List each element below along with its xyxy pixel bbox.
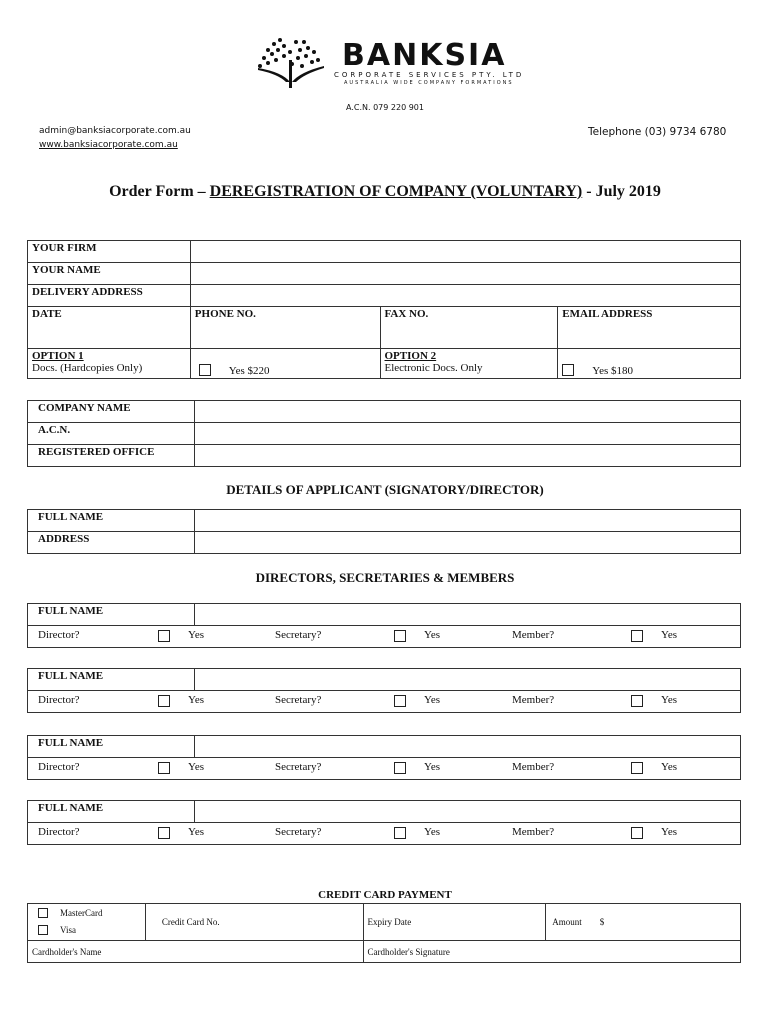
label-amount: Amount: [552, 917, 582, 927]
director-yes: Yes: [188, 629, 205, 641]
secretary-checkbox[interactable]: [394, 827, 406, 839]
title-prefix: Order Form –: [109, 183, 210, 200]
director-yes: Yes: [188, 761, 205, 773]
applicant-table: [27, 509, 741, 554]
date-field[interactable]: [28, 307, 191, 349]
card-number-field[interactable]: [145, 904, 363, 941]
expiry-field[interactable]: [363, 904, 546, 941]
visa-option: [32, 922, 141, 939]
label-your-firm: YOUR FIRM: [28, 241, 191, 263]
label-acn: A.C.N.: [28, 423, 195, 445]
label-officer-full-name: FULL NAME: [28, 801, 195, 823]
member-label: Member?: [512, 694, 555, 706]
officer-block: [27, 668, 741, 713]
option2-cell: [380, 349, 558, 379]
mastercard-option: [32, 905, 141, 922]
option1-desc: Docs. (Hardcopies Only): [32, 362, 143, 374]
label-applicant-full-name: FULL NAME: [28, 510, 195, 532]
title-suffix: - July 2019: [582, 183, 661, 200]
fax-field[interactable]: [380, 307, 558, 349]
card-type-cell: [28, 904, 146, 941]
member-yes: Yes: [661, 629, 678, 641]
secretary-yes: Yes: [424, 694, 441, 706]
secretary-label: Secretary?: [275, 761, 322, 773]
director-checkbox[interactable]: [158, 827, 170, 839]
member-label: Member?: [512, 629, 555, 641]
option2-checkbox[interactable]: [562, 364, 574, 376]
member-checkbox[interactable]: [631, 695, 643, 707]
label-registered-office: REGISTERED OFFICE: [28, 445, 195, 467]
option1-choice: [190, 349, 380, 379]
director-label: Director?: [38, 629, 80, 641]
secretary-label: Secretary?: [275, 629, 322, 641]
label-phone: PHONE NO.: [194, 308, 256, 320]
member-checkbox[interactable]: [631, 762, 643, 774]
member-checkbox[interactable]: [631, 630, 643, 642]
contact-website[interactable]: www.banksiacorporate.com.au: [39, 140, 178, 150]
option1-cell: [28, 349, 191, 379]
officer-roles-row: [28, 823, 741, 845]
director-checkbox[interactable]: [158, 695, 170, 707]
secretary-yes: Yes: [424, 761, 441, 773]
label-your-name: YOUR NAME: [28, 263, 191, 285]
option2-title: OPTION 2: [384, 350, 437, 362]
firm-details-table: [27, 240, 741, 379]
label-email: EMAIL ADDRESS: [562, 308, 653, 320]
brand-tagline: AUSTRALIA WIDE COMPANY FORMATIONS: [344, 80, 514, 86]
company-name-field[interactable]: [194, 401, 740, 423]
label-delivery-address: DELIVERY ADDRESS: [28, 285, 191, 307]
amount-field[interactable]: [546, 904, 741, 941]
company-table: [27, 400, 741, 467]
option2-desc: Electronic Docs. Only: [384, 362, 483, 374]
payment-heading: CREDIT CARD PAYMENT: [318, 889, 452, 901]
your-name-field[interactable]: [190, 263, 740, 285]
applicant-heading: DETAILS OF APPLICANT (SIGNATORY/DIRECTOR): [226, 482, 544, 497]
director-label: Director?: [38, 694, 80, 706]
label-cardholder-signature: Cardholder's Signature: [367, 946, 450, 957]
member-checkbox[interactable]: [631, 827, 643, 839]
officer-full-name-field[interactable]: [194, 604, 740, 626]
label-applicant-address: ADDRESS: [28, 532, 195, 554]
email-field[interactable]: [558, 307, 741, 349]
option1-checkbox[interactable]: [199, 364, 211, 376]
secretary-checkbox[interactable]: [394, 762, 406, 774]
officer-full-name-field[interactable]: [194, 669, 740, 691]
officer-block: [27, 800, 741, 845]
mastercard-label: MasterCard: [60, 908, 103, 918]
option1-price: Yes $220: [228, 365, 270, 377]
secretary-yes: Yes: [424, 629, 441, 641]
officer-full-name-field[interactable]: [194, 801, 740, 823]
company-acn: A.C.N. 079 220 901: [346, 103, 424, 112]
your-firm-field[interactable]: [190, 241, 740, 263]
label-officer-full-name: FULL NAME: [28, 669, 195, 691]
delivery-address-field[interactable]: [190, 285, 740, 307]
label-officer-full-name: FULL NAME: [28, 736, 195, 758]
director-label: Director?: [38, 826, 80, 838]
director-label: Director?: [38, 761, 80, 773]
member-yes: Yes: [661, 761, 678, 773]
contact-telephone: Telephone (03) 9734 6780: [588, 126, 727, 138]
cardholder-name-field[interactable]: [28, 941, 364, 963]
director-checkbox[interactable]: [158, 630, 170, 642]
label-fax: FAX NO.: [384, 308, 429, 320]
mastercard-checkbox[interactable]: [38, 908, 48, 918]
payment-table: [27, 903, 741, 963]
officer-full-name-field[interactable]: [194, 736, 740, 758]
officers-heading: DIRECTORS, SECRETARIES & MEMBERS: [255, 570, 515, 585]
brand-name: BANKSIA: [342, 38, 507, 73]
officer-roles-row: [28, 626, 741, 648]
member-label: Member?: [512, 761, 555, 773]
label-officer-full-name: FULL NAME: [28, 604, 195, 626]
member-yes: Yes: [661, 826, 678, 838]
option2-price: Yes $180: [592, 365, 633, 377]
acn-field[interactable]: [194, 423, 740, 445]
member-yes: Yes: [661, 694, 678, 706]
director-yes: Yes: [188, 826, 205, 838]
contact-email[interactable]: admin@banksiacorporate.com.au: [39, 126, 191, 136]
officer-roles-row: [28, 758, 741, 780]
secretary-label: Secretary?: [275, 694, 322, 706]
secretary-yes: Yes: [424, 826, 441, 838]
visa-label: Visa: [60, 925, 76, 935]
officer-roles-row: [28, 691, 741, 713]
applicant-address-field[interactable]: [194, 532, 740, 554]
label-date: DATE: [32, 308, 62, 320]
director-yes: Yes: [188, 694, 205, 706]
registered-office-field[interactable]: [194, 445, 740, 467]
secretary-checkbox[interactable]: [394, 695, 406, 707]
page-title: [0, 183, 770, 201]
label-company-name: COMPANY NAME: [28, 401, 195, 423]
officer-block: [27, 603, 741, 648]
director-checkbox[interactable]: [158, 762, 170, 774]
visa-checkbox[interactable]: [38, 925, 48, 935]
member-label: Member?: [512, 826, 555, 838]
applicant-full-name-field[interactable]: [194, 510, 740, 532]
option1-title: OPTION 1: [32, 350, 84, 362]
phone-field[interactable]: [190, 307, 380, 349]
secretary-label: Secretary?: [275, 826, 322, 838]
label-expiry: Expiry Date: [367, 917, 412, 927]
label-card-number: Credit Card No.: [161, 917, 220, 927]
option2-choice: [558, 349, 741, 379]
label-cardholder-name: Cardholder's Name: [32, 946, 102, 957]
brand-subtitle: CORPORATE SERVICES PTY. LTD: [334, 71, 525, 79]
contact-block: [39, 124, 191, 152]
cardholder-signature-field[interactable]: [363, 941, 740, 963]
currency-symbol: $: [599, 917, 605, 927]
secretary-checkbox[interactable]: [394, 630, 406, 642]
officer-block: [27, 735, 741, 780]
title-main: DEREGISTRATION OF COMPANY (VOLUNTARY): [209, 183, 583, 200]
